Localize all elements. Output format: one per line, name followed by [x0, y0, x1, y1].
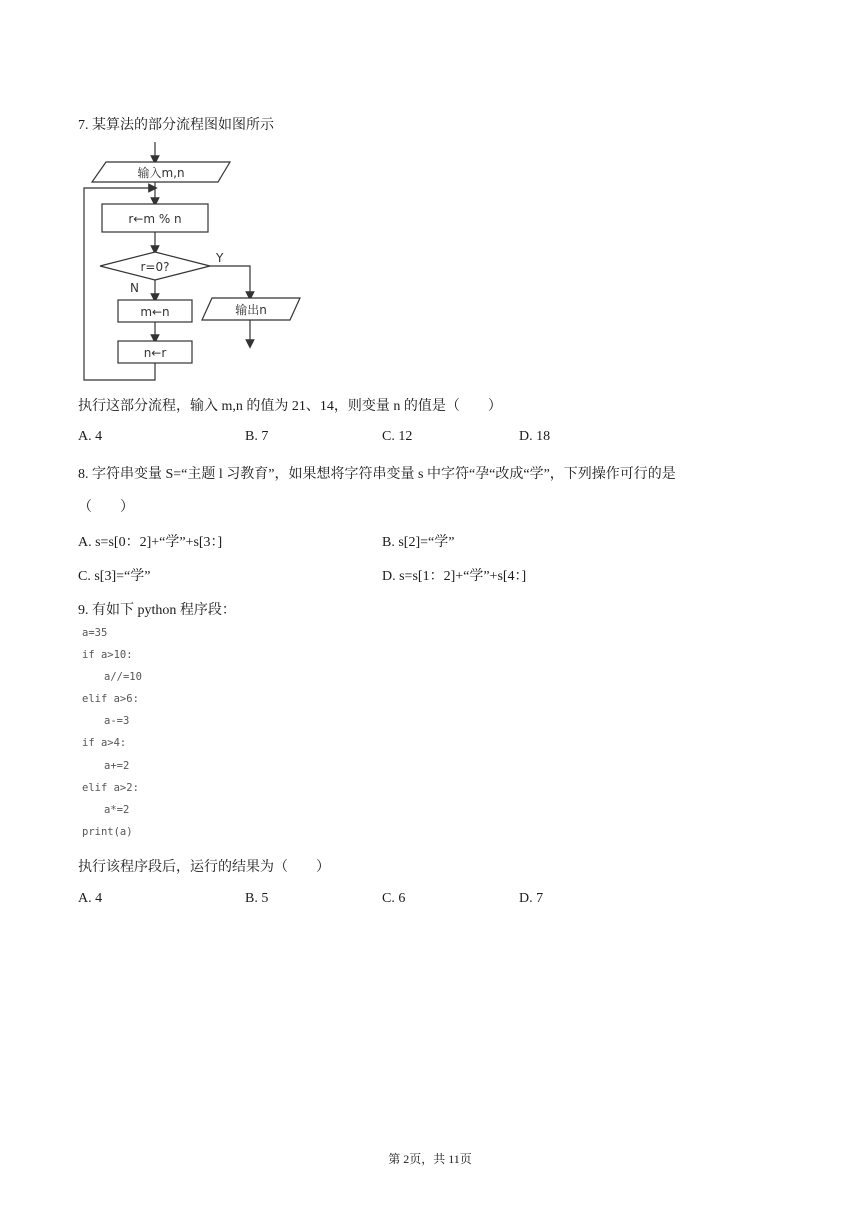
q7-option-d[interactable]: D. 18: [519, 429, 551, 444]
q8-option-d[interactable]: D. s=s[1：2]+“学”+s[4：]: [382, 569, 527, 584]
code-line-1: a=35: [82, 627, 108, 639]
fc-no-label: N: [130, 281, 139, 295]
q9-question: 执行该程序段后，运行的结果为（ ）: [78, 860, 330, 875]
q7-option-b[interactable]: B. 7: [245, 429, 269, 444]
q8-option-a[interactable]: A. s=s[0：2]+“学”+s[3：]: [78, 535, 223, 550]
page-footer: 第 2页，共 11页: [388, 1152, 472, 1166]
q9-option-d[interactable]: D. 7: [519, 891, 544, 906]
q7-option-c[interactable]: C. 12: [382, 429, 413, 444]
fc-assign-r-text: r←m % n: [128, 212, 182, 226]
code-line-8: elif a>2:: [82, 782, 139, 794]
fc-output-text: 输出n: [235, 303, 267, 317]
fc-assign-n-text: n←r: [143, 346, 167, 360]
q8-question-line2: （ ）: [78, 500, 134, 515]
q7-flowchart: [78, 140, 318, 385]
q9-option-a[interactable]: A. 4: [78, 891, 103, 906]
q8-option-c[interactable]: C. s[3]=“学”: [78, 569, 151, 584]
fc-input-text: 输入m,n: [137, 166, 185, 180]
code-line-3: a//=10: [104, 671, 142, 683]
q9-option-c[interactable]: C. 6: [382, 891, 406, 906]
q7-option-a[interactable]: A. 4: [78, 429, 103, 444]
code-line-7: a+=2: [104, 760, 130, 772]
q8-question-line1: 8. 字符串变量 S=“主题 l 习教育”，如果想将字符串变量 s 中字符“孕“改成“学”，下列操作可行的是: [78, 467, 676, 482]
q7-title: 7. 某算法的部分流程图如图所示: [78, 118, 274, 133]
code-line-9: a*=2: [104, 804, 130, 816]
fc-cond-text: r=0?: [140, 260, 170, 274]
code-line-6: if a>4:: [82, 737, 127, 749]
q8-option-b[interactable]: B. s[2]=“学”: [382, 535, 455, 550]
fc-yes-label: Y: [216, 251, 224, 265]
code-line-10: print(a): [82, 826, 133, 838]
code-line-5: a-=3: [104, 715, 130, 727]
q9-title: 9. 有如下 python 程序段：: [78, 603, 236, 618]
q7-question: 执行这部分流程，输入 m,n 的值为 21、14，则变量 n 的值是（ ）: [78, 399, 502, 414]
fc-assign-m-text: m←n: [140, 305, 170, 319]
code-line-2: if a>10:: [82, 649, 133, 661]
q9-option-b[interactable]: B. 5: [245, 891, 269, 906]
code-line-4: elif a>6:: [82, 693, 139, 705]
